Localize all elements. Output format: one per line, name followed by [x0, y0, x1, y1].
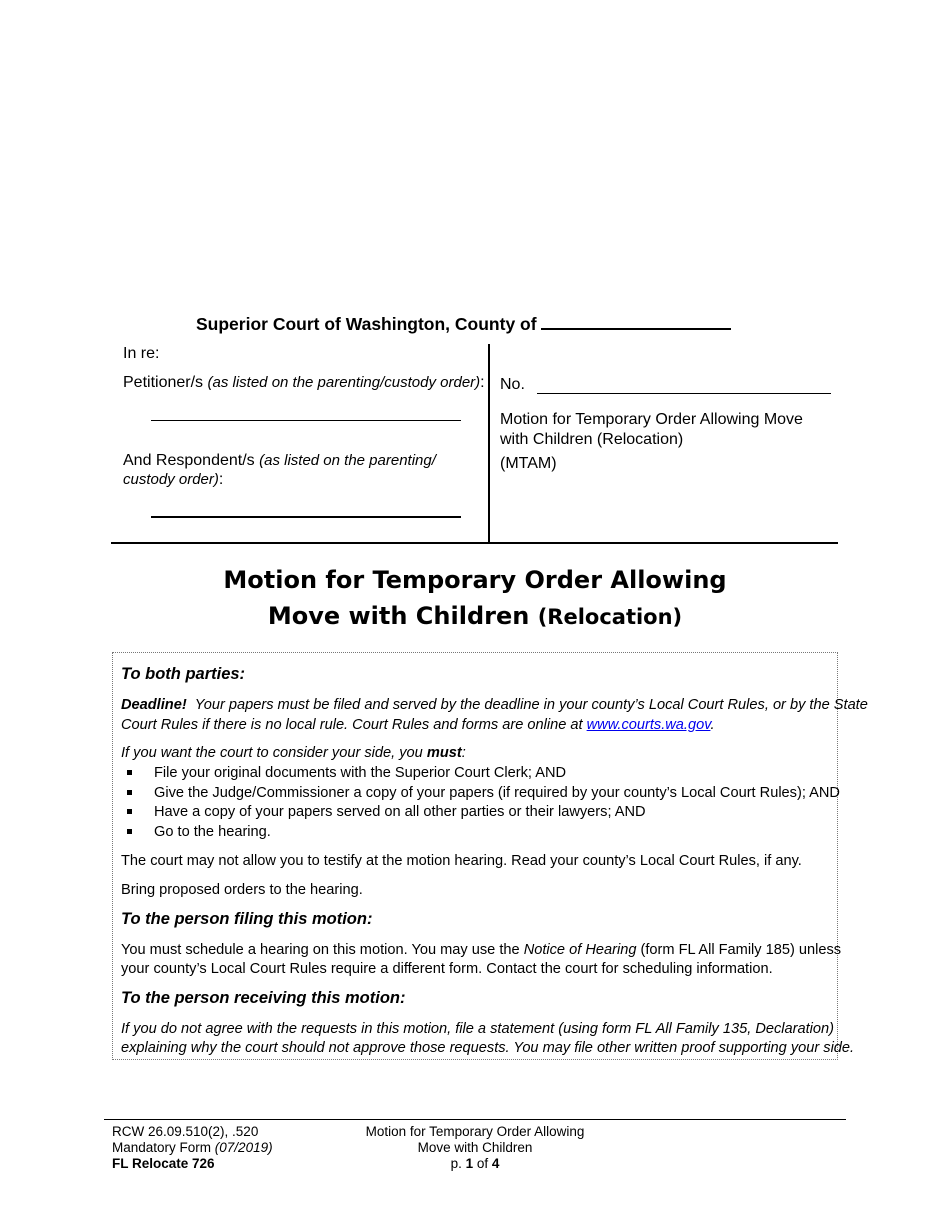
respondent-note-1: (as listed on the parenting/ — [259, 452, 436, 469]
document-title-line-1: Motion for Temporary Order Allowing — [223, 566, 727, 594]
in-re-label: In re: — [123, 345, 160, 362]
petitioner-label: Petitioner/s — [123, 374, 204, 391]
respondent-label: And Respondent/s — [123, 452, 255, 469]
instructions-box — [112, 652, 868, 1060]
deadline-line-2 — [121, 715, 715, 735]
footer-page-current: 1 — [465, 1156, 474, 1171]
footer-page-p: p. — [450, 1156, 462, 1171]
caption-divider-vertical — [488, 344, 490, 544]
petitioner-colon: : — [480, 374, 485, 391]
bullet-icon — [127, 770, 132, 775]
consider-text: If you want the court to consider your side, you — [121, 745, 423, 761]
footer-center-1: Motion for Temporary Order Allowing — [365, 1124, 585, 1139]
footer-left — [112, 1124, 273, 1172]
document-title-line-2 — [0, 602, 950, 630]
footer-mandatory-row — [112, 1140, 273, 1156]
respondent-note-row-2 — [123, 471, 223, 489]
respondent-name-line[interactable] — [151, 516, 461, 518]
petitioner-name-line[interactable] — [151, 420, 461, 421]
court-name: Superior Court of Washington, County of — [196, 314, 537, 334]
bullet-icon — [127, 829, 132, 834]
deadline-text-2: Court Rules if there is no local rule. Court Rules and forms are online at — [121, 717, 583, 733]
footer-form-id: FL Relocate 726 — [112, 1156, 215, 1171]
footer-rcw: RCW 26.09.510(2), .520 — [112, 1124, 259, 1139]
notice-of-hearing: Notice of Hearing — [523, 942, 637, 958]
bullet-item: Have a copy of your papers served on all other parties or their lawyers; AND — [154, 804, 646, 820]
footer-center — [334, 1124, 616, 1172]
bullet-item: Go to the hearing. — [154, 824, 271, 840]
footer-page-of: of — [476, 1156, 489, 1171]
form-title-line-2: with Children (Relocation) — [500, 431, 684, 448]
receiving-text-2: explaining why the court should not approve those requests. You may file other written proof supporting your side. — [121, 1040, 855, 1056]
case-number-label: No. — [500, 376, 525, 393]
respondent-colon: : — [218, 471, 224, 488]
testify-text: The court may not allow you to testify at the motion hearing. Read your county’s Local Court Rules, if any. — [121, 853, 802, 869]
footer-page-number — [334, 1156, 616, 1172]
receiving-line-2 — [121, 1038, 854, 1058]
filing-line-1 — [121, 940, 841, 960]
receiving-line-1 — [121, 1019, 834, 1039]
document-title-main: Move with Children — [267, 602, 530, 630]
deadline-period: . — [710, 717, 715, 733]
both-parties-heading: To both parties: — [121, 665, 246, 683]
footer-mandatory: Mandatory Form — [112, 1140, 212, 1155]
deadline-text-1: Your papers must be filed and served by the deadline in your county’s Local Court Rules, or by the State — [194, 697, 868, 713]
respondent-label-row — [123, 452, 436, 470]
footer-date: (07/2019) — [214, 1140, 273, 1155]
bullet-item: Give the Judge/Commissioner a copy of your papers (if required by your county’s Local Court Rules); AND — [154, 785, 840, 801]
court-header — [196, 314, 731, 335]
filing-line-2: your county’s Local Court Rules require a different form. Contact the court for scheduling information. — [121, 961, 773, 977]
case-number-line[interactable] — [537, 393, 831, 394]
respondent-note-2: custody order) — [123, 471, 219, 488]
courts-link[interactable]: www.courts.wa.gov — [586, 717, 711, 733]
consider-intro — [121, 743, 466, 763]
caption-divider-horizontal — [111, 542, 838, 544]
footer-center-2: Move with Children — [417, 1140, 533, 1155]
form-title-line-1: Motion for Temporary Order Allowing Move — [500, 411, 803, 428]
bullet-icon — [127, 809, 132, 814]
receiving-text-1: If you do not agree with the requests in this motion, file a statement (using form FL All Family 135, Declaration) — [121, 1021, 834, 1037]
consider-must: must — [426, 745, 462, 761]
bullet-item: File your original documents with the Superior Court Clerk; AND — [154, 765, 567, 781]
petitioner-note: (as listed on the parenting/custody order) — [207, 374, 481, 391]
consider-colon: : — [461, 745, 466, 761]
county-blank-line[interactable] — [541, 314, 731, 330]
document-title-paren: (Relocation) — [537, 605, 683, 629]
petitioner-label-row — [123, 374, 485, 392]
filing-heading: To the person filing this motion: — [121, 910, 373, 928]
form-code: (MTAM) — [500, 455, 557, 472]
bring-orders-text: Bring proposed orders to the hearing. — [121, 882, 363, 898]
deadline-label: Deadline! — [121, 697, 187, 713]
footer-page-total: 4 — [491, 1156, 500, 1171]
deadline-line-1 — [121, 695, 868, 715]
bullet-icon — [127, 790, 132, 795]
receiving-heading: To the person receiving this motion: — [121, 989, 406, 1007]
filing-text-1a: You must schedule a hearing on this motion. You may use the — [121, 942, 520, 958]
footer-rule — [104, 1119, 846, 1120]
filing-text-1c: (form FL All Family 185) unless — [640, 942, 842, 958]
